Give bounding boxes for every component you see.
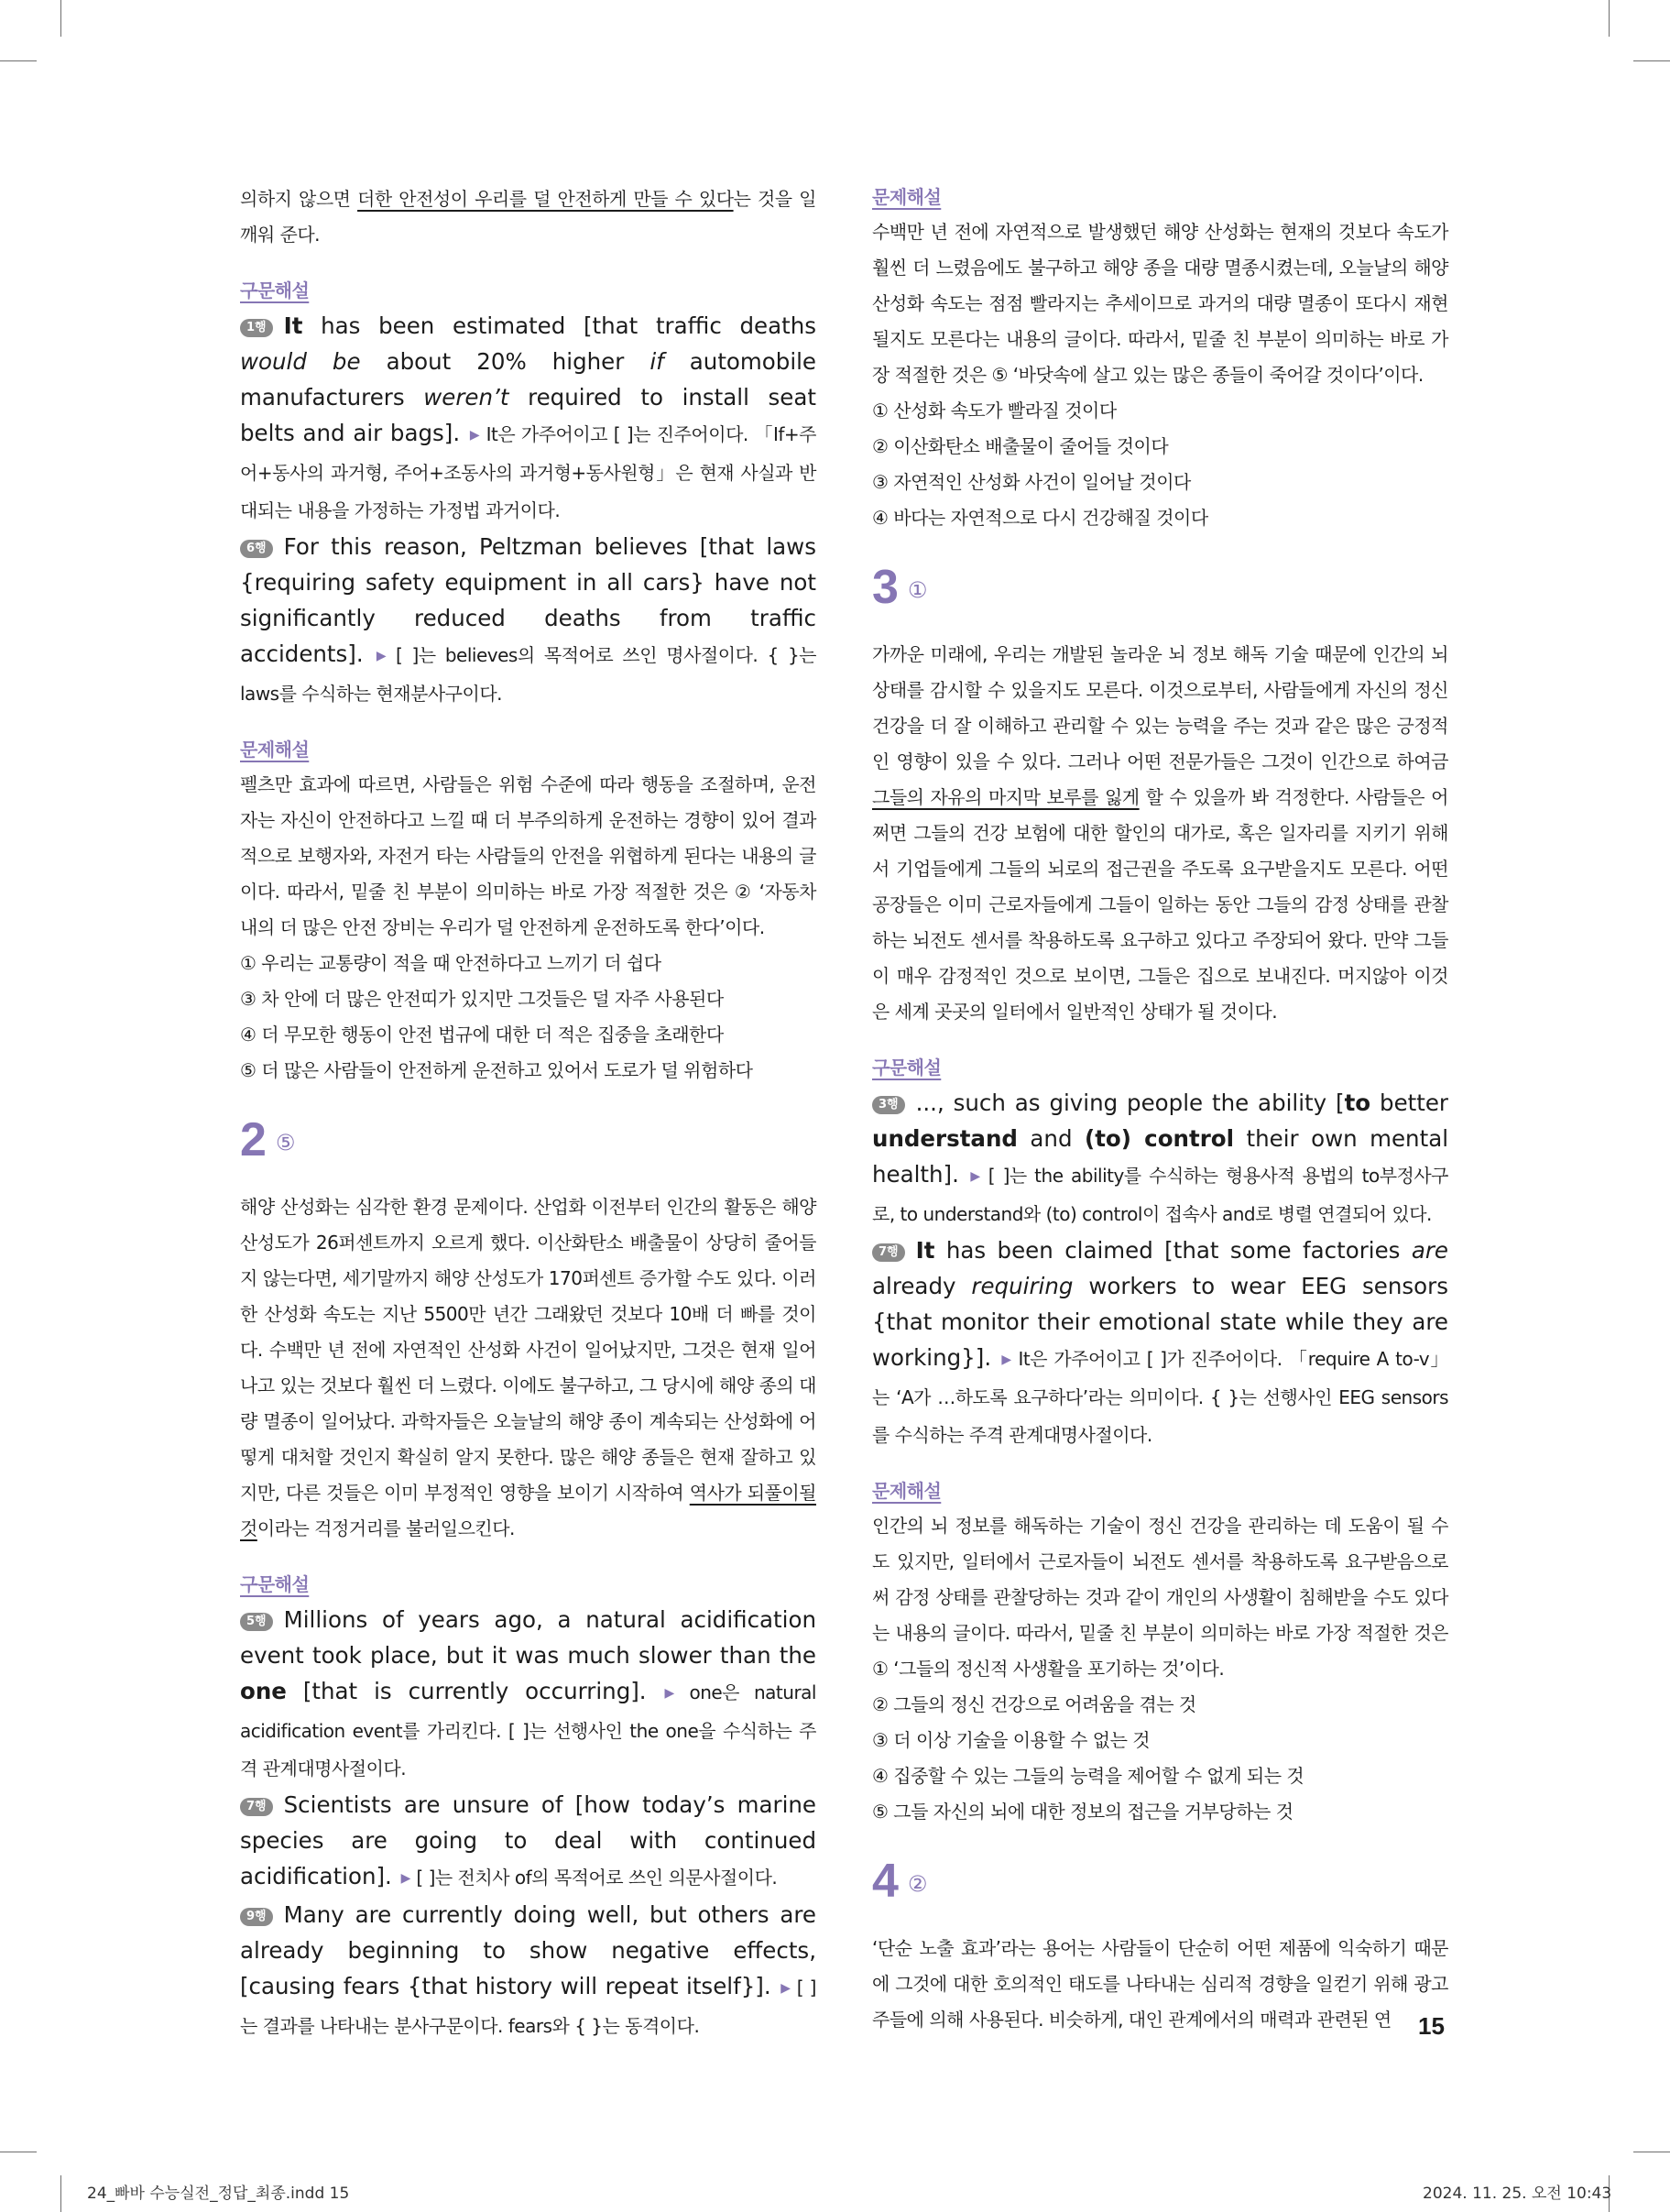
grammar-label: 구문해설 bbox=[872, 1057, 942, 1079]
option-item: ② 이산화탄소 배출물이 줄어들 것이다 bbox=[872, 435, 1169, 457]
line-tag: 7행 bbox=[872, 1243, 905, 1262]
crop-mark bbox=[60, 2175, 61, 2212]
grammar-sentence: 1행 It has been estimated [that traffic deaths would be about 20% higher if automobile manufacturers weren’t required to install seat belts and air bags]. ▶ It은 가주어이고 [ ]는 진주어이다. 「If+주어+동사의 과거형, 주어+조동사의 과거형+동사원형」은 현재 사실과 반대되는 내용을 가정하는 가정법 과거이다. bbox=[240, 312, 817, 521]
passage-text: 해양 산성화는 심각한 환경 문제이다. 산업화 이전부터 인간의 활동은 해양 산성도가 26퍼센트까지 오르게 했다. 이산화탄소 배출물이 상당히 줄어들지 않는다면, 세기말까지 해양 산성도가 170퍼센트 증가할 수도 있다. 이러한 산성화 속도는 지난 5500만 년간 그래왔던 것보다 10배 더 빠를 것이다. 수백만 년 전에 자연적인 산성화 사건이 일어났지만, 그것은 현재 일어나고 있는 것보다 훨씬 더 느렸다. 이에도 불구하고, 그 당시에 해양 종의 대량 멸종이 일어났다. 과학자들은 오늘날의 해양 종이 계속되는 산성화에 어떻게 대처할 것인지 확실히 알지 못한다. 많은 해양 종들은 현재 잘하고 있지만, 다른 것들은 이미 부정적인 영향을 보이기 시작하여 역사가 되풀이될 것이라는 걱정거리를 불러일으킨다. bbox=[240, 1196, 816, 1539]
triangle-icon: ▶ bbox=[664, 1686, 684, 1701]
grammar-sentence: 7행 Scientists are unsure of [how today’s marine species are going to deal with continued acidification]. ▶ [ ]는 전치사 of의 목적어로 쓰인 의문사절이다. bbox=[240, 1791, 816, 1889]
option-item: ④ 더 무모한 행동이 안전 법규에 대한 더 적은 집중을 초래한다 bbox=[240, 1024, 724, 1046]
line-tag: 1행 bbox=[240, 319, 273, 337]
footer-timestamp: 2024. 11. 25. 오전 10:43 bbox=[1423, 2185, 1612, 2203]
answer-choice: ⑤ bbox=[275, 1130, 296, 1155]
option-item: ④ 집중할 수 있는 그들의 능력을 제어할 수 없게 되는 것 bbox=[872, 1765, 1304, 1787]
question-number: 4 bbox=[872, 1855, 899, 1908]
problem-label: 문제해설 bbox=[240, 739, 310, 761]
triangle-icon: ▶ bbox=[970, 1169, 983, 1184]
option-item: ⑤ 그들 자신의 뇌에 대한 정보의 접근을 거부당하는 것 bbox=[872, 1801, 1293, 1823]
grammar-note: [ ]는 전치사 of의 목적어로 쓰인 의문사절이다. bbox=[416, 1867, 778, 1889]
grammar-sentence: 5행 Millions of years ago, a natural acidification event took place, but it was much slower than the one [that is currently occurring]. ▶ one은 natural acidification event를 가리킨다. [ ]는 선행사인 the one을 수식하는 주격 관계대명사절이다. bbox=[240, 1606, 816, 1779]
grammar-note: It은 가주어이고 [ ]는 진주어이다. 「If+주어+동사의 과거형, 주어+조동사의 과거형+동사원형」은 현재 사실과 반대되는 내용을 가정하는 가정법 과거이다. bbox=[240, 423, 816, 521]
crop-mark bbox=[1609, 0, 1610, 37]
answer-heading bbox=[872, 1854, 1448, 1920]
line-tag: 3행 bbox=[872, 1096, 905, 1114]
option-item: ③ 더 이상 기술을 이용할 수 없는 것 bbox=[872, 1729, 1151, 1751]
grammar-note: [ ]는 believes의 목적어로 쓰인 명사절이다. { }는 laws를 수식하는 현재분사구이다. bbox=[240, 644, 816, 705]
line-tag: 6행 bbox=[240, 540, 273, 558]
triangle-icon: ▶ bbox=[780, 1981, 791, 1996]
triangle-icon: ▶ bbox=[376, 649, 390, 663]
line-tag: 5행 bbox=[240, 1613, 273, 1631]
crop-mark bbox=[1633, 60, 1670, 61]
grammar-sentence: 7행 It has been claimed [that some factories are already requiring workers to wear EEG sensors {that monitor their emotional state while they are working}]. ▶ It은 가주어이고 [ ]가 진주어이다. 「require A to-v」는 ‘A가 …하도록 요구하다’라는 의미이다. { }는 선행사인 EEG sensors를 수식하는 주격 관계대명사절이다. bbox=[872, 1237, 1448, 1446]
left-column bbox=[240, 181, 816, 2044]
problem-label: 문제해설 bbox=[872, 1480, 942, 1502]
option-item: ④ 바다는 자연적으로 다시 건강해질 것이다 bbox=[872, 507, 1208, 529]
answer-heading bbox=[240, 1112, 816, 1178]
question-number: 2 bbox=[240, 1113, 267, 1166]
right-column bbox=[872, 181, 1448, 2038]
option-item: ⑤ 더 많은 사람들이 안전하게 운전하고 있어서 도로가 덜 위험하다 bbox=[240, 1059, 753, 1081]
triangle-icon: ▶ bbox=[1001, 1352, 1013, 1367]
problem-label: 문제해설 bbox=[872, 186, 942, 208]
problem-text: 인간의 뇌 정보를 해독하는 기술이 정신 건강을 관리하는 데 도움이 될 수도 있지만, 일터에서 근로자들이 뇌전도 센서를 착용하도록 요구받음으로써 감정 상태를 관찰당하는 것과 같이 개인의 사생활이 침해받을 수도 있다는 내용의 글이다. 따라서, 밑줄 친 부분이 의미하는 바로 가장 적절한 것은 ① ‘그들의 정신적 사생활을 포기하는 것’이다. bbox=[872, 1515, 1448, 1680]
question-number: 3 bbox=[872, 561, 899, 614]
passage-text: ‘단순 노출 효과’라는 용어는 사람들이 단순히 어떤 제품에 익숙하기 때문에 그것에 대한 호의적인 태도를 나타내는 심리적 경향을 일컫기 위해 광고주들에 의해 사용된다. 비슷하게, 대인 관계에서의 매력과 관련된 연 bbox=[872, 1937, 1448, 2031]
grammar-note: one은 natural acidification event를 가리킨다. [ ]는 선행사인 the one을 수식하는 주격 관계대명사절이다. bbox=[240, 1681, 816, 1779]
answer-choice: ② bbox=[907, 1871, 928, 1897]
footer-filename: 24_빠바 수능실전_정답_최종.indd 15 bbox=[87, 2185, 350, 2203]
problem-text: 펠츠만 효과에 따르면, 사람들은 위험 수준에 따라 행동을 조절하며, 운전자는 자신이 안전하다고 느낄 때 더 부주의하게 운전하는 경향이 있어 결과적으로 보행자와, 자전거 타는 사람들의 안전을 위협하게 된다는 내용의 글이다. 따라서, 밑줄 친 부분이 의미하는 바로 가장 적절한 것은 ② ‘자동차 내의 더 많은 안전 장비는 우리가 덜 안전하게 운전하도록 한다’이다. bbox=[240, 773, 816, 938]
grammar-label: 구문해설 bbox=[240, 1573, 310, 1595]
crop-mark bbox=[60, 0, 61, 37]
option-item: ③ 자연적인 산성화 사건이 일어날 것이다 bbox=[872, 471, 1191, 493]
passage-text: 가까운 미래에, 우리는 개발된 놀라운 뇌 정보 해독 기술 때문에 인간의 뇌 상태를 감시할 수 있을지도 모른다. 이것으로부터, 사람들에게 자신의 정신 건강을 더 잘 이해하고 관리할 수 있는 능력을 주는 것과 같은 많은 긍정적인 영향이 있을 수 있다. 그러나 어떤 전문가들은 그것이 인간으로 하여금 그들의 자유의 마지막 보루를 잃게 할 수 있을까 봐 걱정한다. 사람들은 어쩌면 그들의 건강 보험에 대한 할인의 대가로, 혹은 일자리를 지키기 위해서 기업들에게 그들의 뇌로의 접근권을 주도록 요구받을지도 모른다. 어떤 공장들은 이미 근로자들에게 그들이 일하는 동안 그들의 감정 상태를 관찰하는 뇌전도 센서를 착용하도록 요구하고 있다고 주장되어 왔다. 만약 그들이 매우 감정적인 것으로 보이면, 그들은 집으로 보내진다. 머지않아 이것은 세계 곳곳의 일터에서 일반적인 상태가 될 것이다. bbox=[872, 643, 1448, 1023]
grammar-note: It은 가주어이고 [ ]가 진주어이다. 「require A to-v」는 ‘A가 …하도록 요구하다’라는 의미이다. { }는 선행사인 EEG sensors를 수식하는 주격 관계대명사절이다. bbox=[872, 1348, 1448, 1446]
line-tag: 9행 bbox=[240, 1908, 273, 1926]
option-item: ③ 차 안에 더 많은 안전띠가 있지만 그것들은 덜 자주 사용된다 bbox=[240, 988, 724, 1010]
answer-heading bbox=[872, 560, 1448, 626]
grammar-sentence: 6행 For this reason, Peltzman believes [that laws {requiring safety equipment in all cars} have not significantly reduced deaths from traffic accidents]. ▶ [ ]는 believes의 목적어로 쓰인 명사절이다. { }는 laws를 수식하는 현재분사구이다. bbox=[240, 533, 816, 705]
grammar-label: 구문해설 bbox=[240, 279, 310, 301]
option-item: ② 그들의 정신 건강으로 어려움을 겪는 것 bbox=[872, 1693, 1196, 1715]
grammar-sentence: 3행 ..., such as giving people the ability [to better understand and (to) control their own mental health]. ▶ [ ]는 the ability를 수식하는 형용사적 용법의 to부정사구로, to understand와 (to) control이 접속사 and로 병렬 연결되어 있다. bbox=[872, 1090, 1449, 1225]
intro-text: 의하지 않으면 더한 안전성이 우리를 덜 안전하게 만들 수 있다는 것을 일깨워 준다. bbox=[240, 188, 816, 246]
triangle-icon: ▶ bbox=[469, 428, 481, 443]
grammar-sentence: 9행 Many are currently doing well, but others are already beginning to show negative effects, [causing fears {that history will repeat itself}]. ▶ [ ]는 결과를 나타내는 분사구문이다. fears와 { }는 동격이다. bbox=[240, 1901, 816, 2037]
option-item: ① 산성화 속도가 빨라질 것이다 bbox=[872, 400, 1117, 422]
line-tag: 7행 bbox=[240, 1798, 273, 1816]
problem-text: 수백만 년 전에 자연적으로 발생했던 해양 산성화는 현재의 것보다 속도가 훨씬 더 느렸음에도 불구하고 해양 종을 대량 멸종시켰는데, 오늘날의 해양 산성화 속도는 점점 빨라지는 추세이므로 과거의 대량 멸종이 또다시 재현될지도 모른다는 내용의 글이다. 따라서, 밑줄 친 부분이 의미하는 바로 가장 적절한 것은 ⑤ ‘바닷속에 살고 있는 많은 종들이 죽어갈 것이다’이다. bbox=[872, 221, 1448, 386]
crop-mark bbox=[0, 60, 37, 61]
triangle-icon: ▶ bbox=[400, 1871, 411, 1886]
grammar-note: [ ]는 the ability를 수식하는 형용사적 용법의 to부정사구로, to understand와 (to) control이 접속사 and로 병렬 연결되어 있다. bbox=[872, 1165, 1448, 1225]
grammar-note: [ ]는 결과를 나타내는 분사구문이다. fears와 { }는 동격이다. bbox=[240, 1977, 816, 2037]
option-item: ① 우리는 교통량이 적을 때 안전하다고 느끼기 더 쉽다 bbox=[240, 952, 661, 974]
answer-choice: ① bbox=[907, 577, 928, 603]
page-number: 15 bbox=[1418, 2012, 1445, 2040]
